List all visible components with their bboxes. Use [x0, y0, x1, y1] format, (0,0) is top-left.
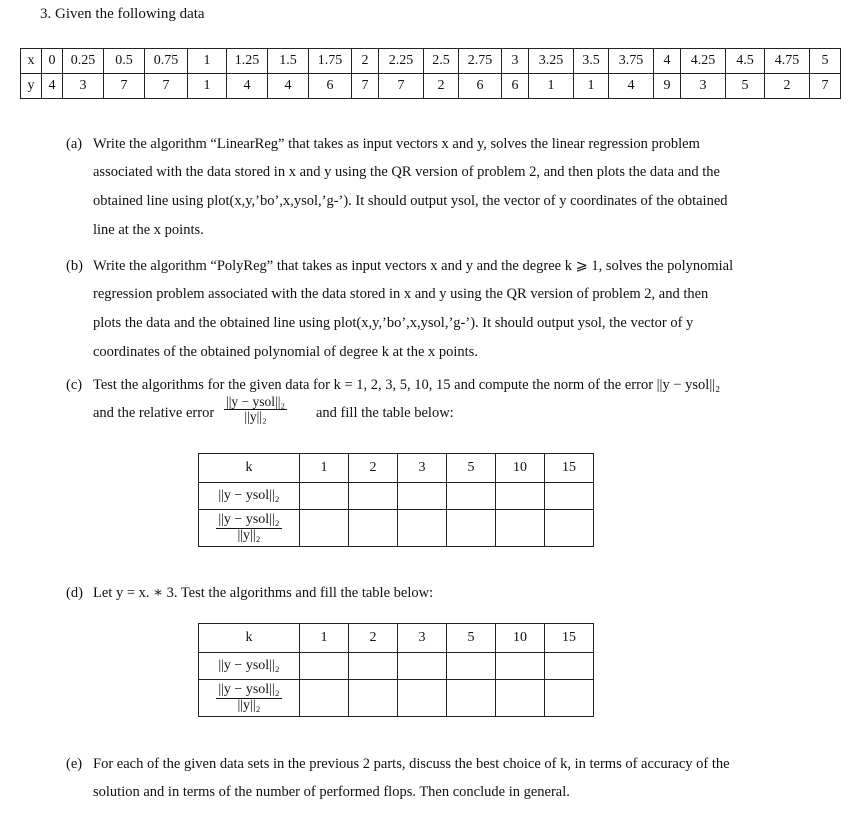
empty-cell	[398, 680, 447, 717]
data-row-x	[21, 49, 841, 74]
part-label: (a)	[66, 136, 83, 152]
empty-cell	[545, 680, 594, 717]
empty-cell	[496, 680, 545, 717]
data-x-cell: 3.5	[574, 49, 609, 74]
data-x-cell: 5	[810, 49, 841, 74]
data-x-cell: 4	[654, 49, 681, 74]
empty-cell	[496, 510, 545, 547]
part-b-line-1: Write the algorithm “PolyReg” that takes as input vectors x and y and the degree k ⩾ 1, solves the polynomial	[93, 258, 734, 274]
data-y-cell: 7	[145, 74, 188, 99]
data-y-cell: 5	[726, 74, 765, 99]
k-value-cell: 1	[300, 624, 349, 653]
k-value-cell: 5	[447, 454, 496, 483]
fraction-numerator: ||y − ysol||₂	[226, 394, 286, 409]
results-header-row	[199, 454, 594, 483]
data-y-cell: 2	[424, 74, 459, 99]
part-b-line-3: plots the data and the obtained line using plot(x,y,’bo’,x,ysol,’g-’). It should output ysol, the vector of y	[93, 315, 694, 331]
empty-cell	[398, 483, 447, 510]
part-b-line-4: coordinates of the obtained polynomial of degree k at the x points.	[93, 344, 478, 360]
part-label: (b)	[66, 258, 83, 274]
data-y-cell: 4	[609, 74, 654, 99]
data-row-label: x	[21, 49, 42, 74]
data-x-cell: 1.5	[268, 49, 309, 74]
results-table-c	[198, 453, 594, 547]
part-label: (d)	[66, 585, 83, 601]
empty-cell	[398, 510, 447, 547]
part-a-line-1: Write the algorithm “LinearReg” that takes as input vectors x and y, solves the linear regression problem	[93, 136, 700, 152]
part-a-line-3: obtained line using plot(x,y,’bo’,x,ysol,’g-’). It should output ysol, the vector of y coordinates of the obtained	[93, 193, 728, 209]
data-y-cell: 3	[63, 74, 104, 99]
data-table	[20, 48, 841, 99]
data-y-cell: 6	[502, 74, 529, 99]
data-x-cell: 0.25	[63, 49, 104, 74]
k-value-cell: 2	[349, 454, 398, 483]
part-e-line-1: For each of the given data sets in the previous 2 parts, discuss the best choice of k, in terms of accuracy of the	[93, 756, 730, 772]
data-y-cell: 7	[379, 74, 424, 99]
data-y-cell: 1	[529, 74, 574, 99]
data-row-y	[21, 74, 841, 99]
data-x-cell: 2.75	[459, 49, 502, 74]
data-y-cell: 6	[309, 74, 352, 99]
data-y-cell: 7	[810, 74, 841, 99]
data-y-cell: 7	[352, 74, 379, 99]
k-value-cell: 1	[300, 454, 349, 483]
part-a-line-4: line at the x points.	[93, 222, 204, 238]
empty-cell	[300, 680, 349, 717]
empty-cell	[447, 510, 496, 547]
part-b-line-2: regression problem associated with the data stored in x and y using the QR version of problem 2, and then	[93, 286, 709, 302]
part-c-line-1: Test the algorithms for the given data for k = 1, 2, 3, 5, 10, 15 and compute the norm of the error ||y − ysol||₂	[93, 377, 721, 393]
data-y-cell: 3	[681, 74, 726, 99]
empty-cell	[300, 510, 349, 547]
data-x-cell: 2.5	[424, 49, 459, 74]
part-d-line: Let y = x. ∗ 3. Test the algorithms and fill the table below:	[93, 585, 434, 601]
part-c-line-2-post: and fill the table below:	[316, 405, 454, 421]
results-relative-row	[199, 510, 594, 547]
data-row-label: y	[21, 74, 42, 99]
data-x-cell: 0.5	[104, 49, 145, 74]
empty-cell	[545, 510, 594, 547]
results-table-d	[198, 623, 594, 717]
empty-cell	[447, 653, 496, 680]
k-value-cell: 10	[496, 454, 545, 483]
data-x-cell: 0.75	[145, 49, 188, 74]
k-value-cell: 5	[447, 624, 496, 653]
fraction-numerator: ||y − ysol||₂	[218, 511, 280, 527]
relative-error-label	[199, 510, 300, 547]
relative-error-fraction	[224, 395, 287, 424]
data-y-cell: 2	[765, 74, 810, 99]
data-x-cell: 1.25	[227, 49, 268, 74]
part-e-line-2: solution and in terms of the number of performed flops. Then conclude in general.	[93, 784, 570, 800]
empty-cell	[496, 483, 545, 510]
data-y-cell: 4	[268, 74, 309, 99]
results-relative-row	[199, 680, 594, 717]
empty-cell	[349, 510, 398, 547]
empty-cell	[545, 483, 594, 510]
data-x-cell: 4.5	[726, 49, 765, 74]
part-a-line-2: associated with the data stored in x and y using the QR version of problem 2, and then plots the data and the	[93, 164, 720, 180]
data-x-cell: 1	[188, 49, 227, 74]
part-label: (e)	[66, 756, 83, 772]
empty-cell	[349, 653, 398, 680]
data-y-cell: 4	[42, 74, 63, 99]
problem-title: 3. Given the following data	[40, 6, 205, 22]
data-x-cell: 4.75	[765, 49, 810, 74]
data-x-cell: 2.25	[379, 49, 424, 74]
data-y-cell: 1	[188, 74, 227, 99]
k-value-cell: 15	[545, 624, 594, 653]
empty-cell	[447, 680, 496, 717]
k-value-cell: 3	[398, 454, 447, 483]
data-x-cell: 3.75	[609, 49, 654, 74]
results-header-k: k	[199, 454, 300, 483]
error-norm-label: ||y − ysol||₂	[199, 483, 300, 510]
results-header-k: k	[199, 624, 300, 653]
k-value-cell: 3	[398, 624, 447, 653]
part-c-line-2-pre: and the relative error	[93, 405, 215, 421]
error-norm-label: ||y − ysol||₂	[199, 653, 300, 680]
empty-cell	[300, 653, 349, 680]
relative-error-label	[199, 680, 300, 717]
data-x-cell: 3.25	[529, 49, 574, 74]
k-value-cell: 2	[349, 624, 398, 653]
empty-cell	[496, 653, 545, 680]
results-header-row	[199, 624, 594, 653]
data-x-cell: 0	[42, 49, 63, 74]
data-y-cell: 6	[459, 74, 502, 99]
fraction-numerator: ||y − ysol||₂	[218, 681, 280, 697]
empty-cell	[349, 483, 398, 510]
data-x-cell: 4.25	[681, 49, 726, 74]
data-y-cell: 7	[104, 74, 145, 99]
empty-cell	[447, 483, 496, 510]
k-value-cell: 15	[545, 454, 594, 483]
k-value-cell: 10	[496, 624, 545, 653]
fraction-denominator: ||y||₂	[244, 409, 267, 425]
results-error-row	[199, 653, 594, 680]
empty-cell	[398, 653, 447, 680]
empty-cell	[349, 680, 398, 717]
empty-cell	[545, 653, 594, 680]
results-error-row	[199, 483, 594, 510]
data-x-cell: 3	[502, 49, 529, 74]
part-label: (c)	[66, 377, 83, 393]
fraction-denominator: ||y||₂	[237, 697, 261, 713]
data-x-cell: 2	[352, 49, 379, 74]
data-x-cell: 1.75	[309, 49, 352, 74]
data-y-cell: 9	[654, 74, 681, 99]
empty-cell	[300, 483, 349, 510]
data-y-cell: 4	[227, 74, 268, 99]
fraction-denominator: ||y||₂	[237, 527, 261, 543]
data-y-cell: 1	[574, 74, 609, 99]
